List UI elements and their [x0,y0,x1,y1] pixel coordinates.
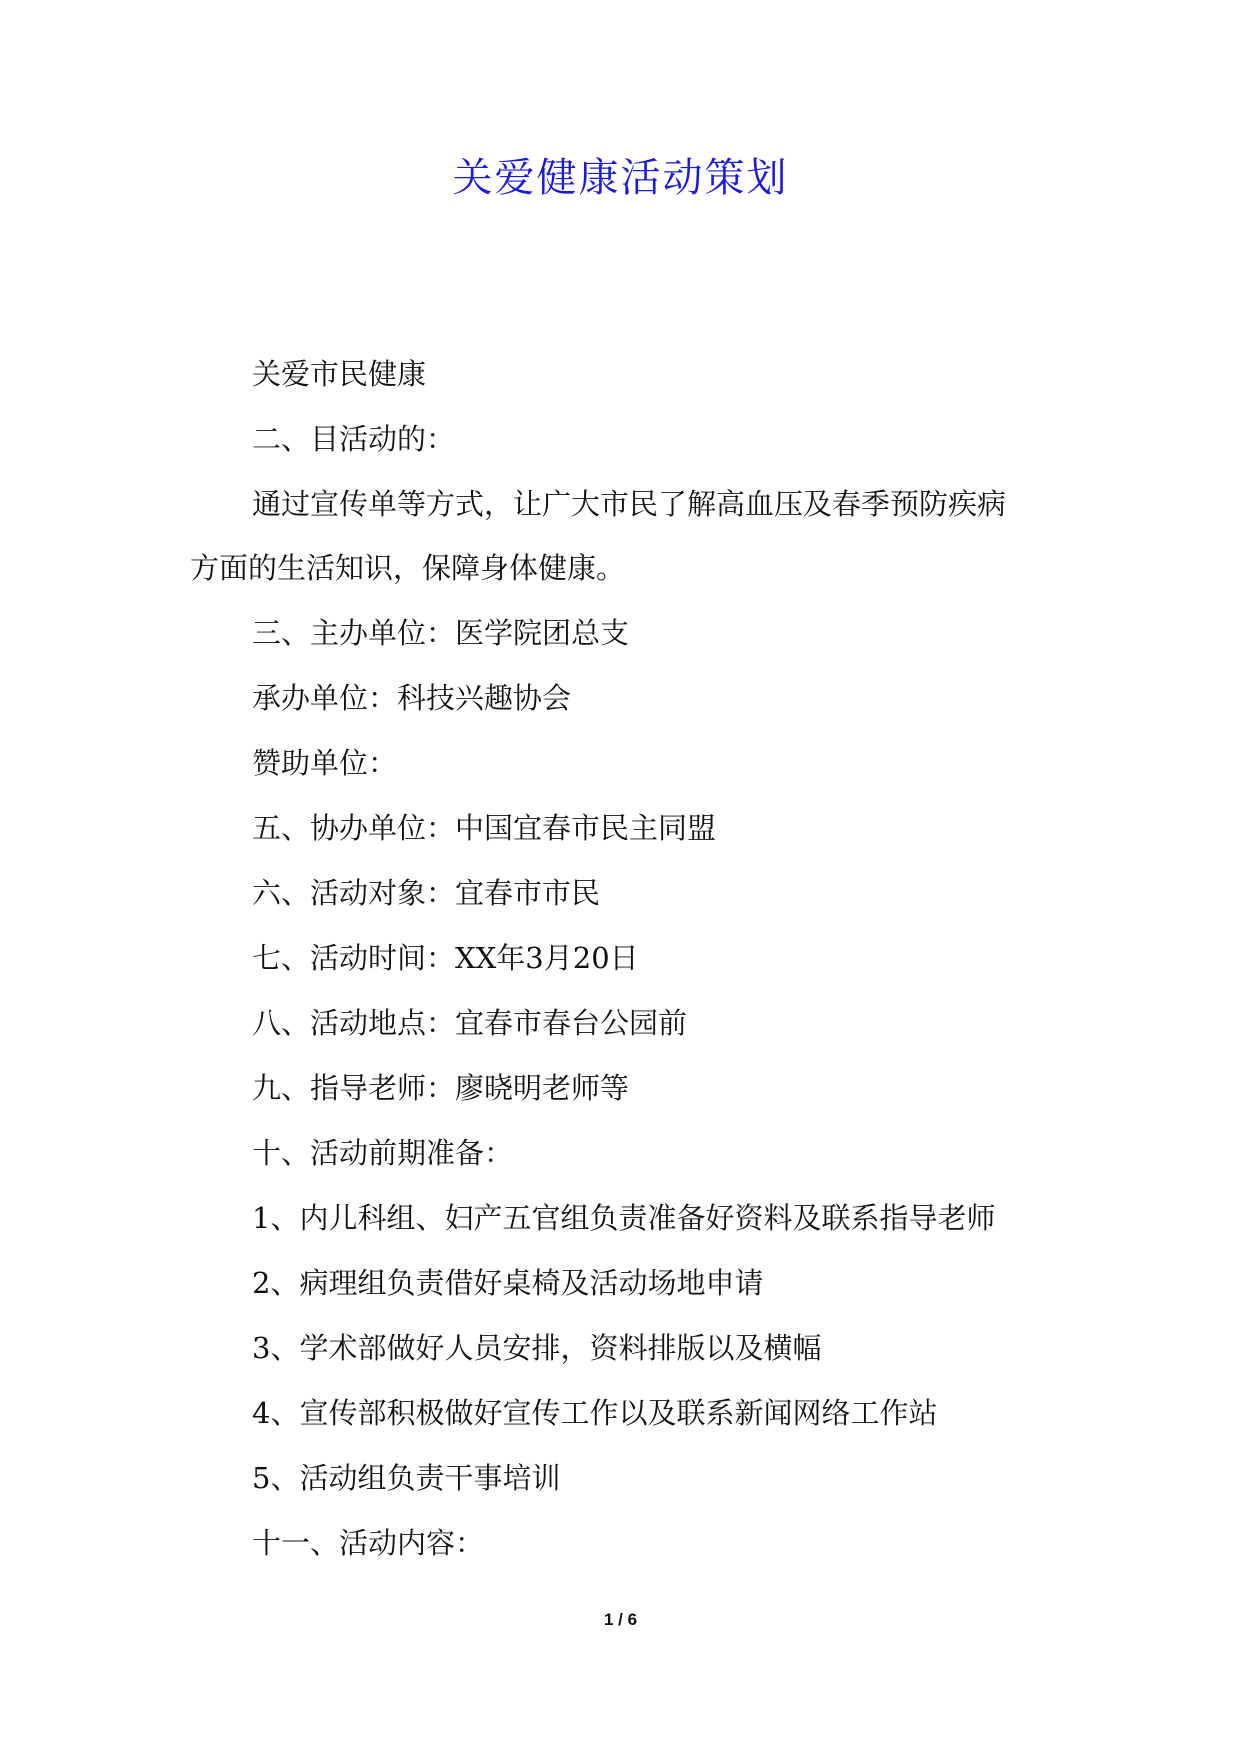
paragraph-section-9: 九、指导老师：廖晓明老师等 [252,1071,630,1105]
paragraph-prep-item-4: 4、宣传部积极做好宣传工作以及联系新闻网络工作站 [252,1396,938,1430]
paragraph-purpose-line-1: 通过宣传单等方式，让广大市民了解高血压及春季预防疾病 [252,487,1007,521]
paragraph-section-2: 二、目活动的： [252,422,456,456]
paragraph-intro: 关爱市民健康 [252,357,427,391]
paragraph-prep-item-5: 5、活动组负责干事培训 [252,1461,561,1495]
paragraph-section-3: 三、主办单位：医学院团总支 [252,616,630,650]
paragraph-section-11: 十一、活动内容： [252,1526,485,1560]
paragraph-prep-item-2: 2、病理组负责借好桌椅及活动场地申请 [252,1266,764,1300]
paragraph-prep-item-1: 1、内儿科组、妇产五官组负责准备好资料及联系指导老师 [252,1201,996,1235]
page-number: 1 / 6 [603,1610,638,1629]
paragraph-purpose-line-2: 方面的生活知识，保障身体健康。 [190,551,626,585]
paragraph-section-5: 五、协办单位：中国宜春市民主同盟 [252,811,717,845]
paragraph-sponsor: 赞助单位： [252,746,398,780]
paragraph-section-7: 七、活动时间：XX年3月20日 [252,941,639,975]
paragraph-organizer: 承办单位：科技兴趣协会 [252,681,572,715]
paragraph-section-10: 十、活动前期准备： [252,1136,514,1170]
paragraph-prep-item-3: 3、学术部做好人员安排，资料排版以及横幅 [252,1331,822,1365]
paragraph-section-6: 六、活动对象：宜春市市民 [252,876,601,910]
document-title: 关爱健康活动策划 [452,155,789,201]
paragraph-section-8: 八、活动地点：宜春市春台公园前 [252,1006,688,1040]
